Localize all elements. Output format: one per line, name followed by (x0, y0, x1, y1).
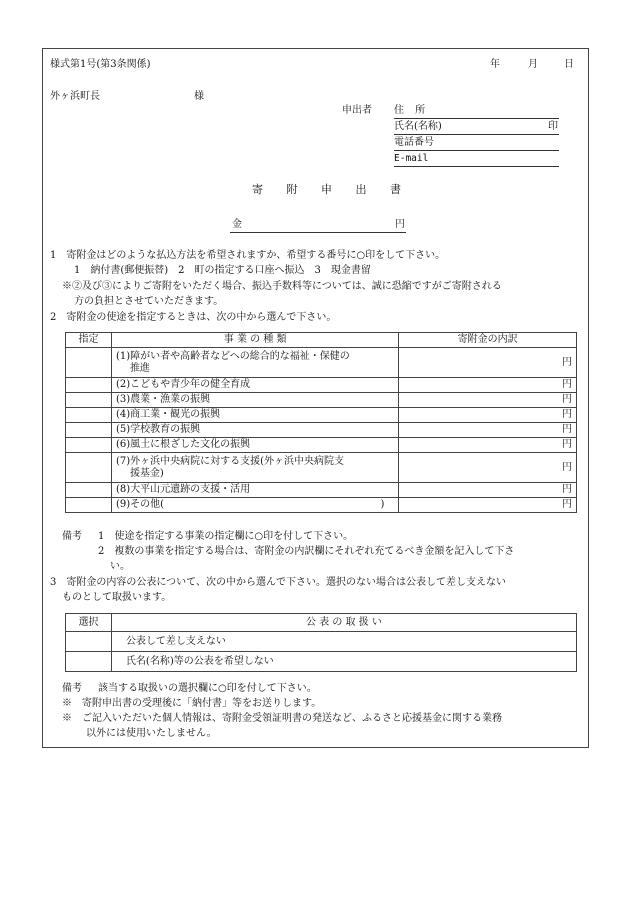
disclosure-header-select: 選択 (66, 614, 112, 632)
disclosure-table (65, 613, 577, 672)
table-row (66, 348, 577, 378)
section1-note-line2: 方の負担とさせていただきます。 (74, 296, 224, 307)
amount-cell-8[interactable]: 円 (399, 483, 577, 498)
email-field[interactable] (394, 166, 559, 167)
select-cell-2[interactable] (66, 378, 112, 393)
section3-remarks-label: 備考 (62, 683, 82, 694)
table-row (66, 498, 577, 513)
select-cell-9[interactable] (66, 498, 112, 513)
section1-note-line1: ※②及び③によりご寄附をいただく場合、振込手数料等については、誠に恐縮ですがご寄附される (62, 281, 502, 292)
form-number: 様式第1号(第3条関係) (50, 59, 151, 70)
project-cell-7: (7)外ヶ浜中央病院に対する支援(外ヶ浜中央病院支 援基金) (111, 453, 398, 483)
name-label: 氏名(名称) (394, 121, 442, 132)
project-cell-5: (5)学校教育の振興 (111, 423, 398, 438)
date-year-label: 年 (490, 59, 500, 70)
usage-header-breakdown: 寄附金の内訳 (399, 333, 577, 348)
usage-header-select: 指定 (66, 333, 112, 348)
section3-note1: ※ 寄附申出書の受理後に「納付書」等をお送りします。 (62, 698, 322, 709)
seal-mark: 印 (548, 121, 558, 132)
usage-header-project: 事 業 の 種 類 (111, 333, 398, 348)
date-day-label: 日 (564, 59, 574, 70)
amount-cell-4[interactable]: 円 (399, 408, 577, 423)
amount-cell-5[interactable]: 円 (399, 423, 577, 438)
amount-cell-7[interactable]: 円 (399, 453, 577, 483)
disclosure-select-cell-1[interactable] (66, 632, 112, 652)
section3-heading-line1: 3 寄附金の内容の公表について、次の中から選んで下さい。選択のない場合は公表して差し支えない (50, 577, 506, 588)
table-row (66, 652, 577, 672)
applicant-label: 申出者 (342, 105, 372, 116)
section1-options: 1 納付書(郵便振替) 2 町の指定する口座へ振込 3 現金書留 (74, 265, 371, 276)
select-cell-8[interactable] (66, 483, 112, 498)
amount-cell-9[interactable]: 円 (399, 498, 577, 513)
project-cell-4: (4)商工業・観光の振興 (111, 408, 398, 423)
addressee-name: 外ヶ浜町長 (50, 91, 100, 102)
disclosure-option-allow: 公表して差し支えない (111, 632, 576, 652)
disclosure-header-handling: 公 表 の 取 扱 い (111, 614, 576, 632)
section3-note2-line2: 以外には使用いたしません。 (86, 728, 217, 739)
phone-label: 電話番号 (394, 137, 434, 148)
project-cell-6: (6)風土に根ざした文化の振興 (111, 438, 398, 453)
select-cell-6[interactable] (66, 438, 112, 453)
project-cell-1: (1)障がい者や高齢者などへの総合的な福祉・保健の 推進 (111, 348, 398, 378)
disclosure-option-withhold: 氏名(名称)等の公表を希望しない (111, 652, 576, 672)
phone-field[interactable] (394, 150, 559, 151)
section2-remark2-line2: い。 (110, 561, 130, 572)
project-cell-9: (9)その他( ) (111, 498, 398, 513)
email-label: E-mail (394, 153, 429, 164)
select-cell-5[interactable] (66, 423, 112, 438)
project-cell-2: (2)こどもや青少年の健全育成 (111, 378, 398, 393)
amount-prefix: 金 (232, 219, 242, 230)
section3-heading-line2: ものとして取扱います。 (62, 592, 172, 603)
section1-heading: 1 寄附金はどのような払込方法を希望されますか、希望する番号に○印をして下さい。 (50, 250, 446, 261)
amount-cell-2[interactable]: 円 (399, 378, 577, 393)
select-cell-1[interactable] (66, 348, 112, 378)
table-row (66, 632, 577, 652)
table-row (66, 378, 577, 393)
select-cell-4[interactable] (66, 408, 112, 423)
table-row (66, 453, 577, 483)
amount-suffix: 円 (395, 219, 405, 230)
amount-cell-1[interactable]: 円 (399, 348, 577, 378)
date-month-label: 月 (528, 59, 538, 70)
project-cell-3: (3)農業・漁業の振興 (111, 393, 398, 408)
disclosure-select-cell-2[interactable] (66, 652, 112, 672)
amount-cell-3[interactable]: 円 (399, 393, 577, 408)
address-label: 住 所 (394, 105, 430, 116)
section3-remark: 該当する取扱いの選択欄に○印を付して下さい。 (98, 683, 317, 694)
amount-field[interactable] (230, 232, 406, 233)
section2-remarks-label: 備考 (62, 531, 82, 542)
table-row (66, 408, 577, 423)
section2-remark1: 1 使途を指定する事業の指定欄に○印を付して下さい。 (98, 531, 354, 542)
address-field[interactable] (394, 118, 559, 119)
document-title: 寄 附 申 出 書 (252, 183, 411, 196)
table-row (66, 393, 577, 408)
amount-cell-6[interactable]: 円 (399, 438, 577, 453)
table-row (66, 438, 577, 453)
name-field[interactable] (394, 134, 559, 135)
section3-note2-line1: ※ ご記入いただいた個人情報は、寄附金受領証明書の発送など、ふるさと応援基金に関する業務 (62, 713, 502, 724)
table-row (66, 423, 577, 438)
addressee-honorific: 様 (194, 91, 204, 102)
section2-heading: 2 寄附金の使途を指定するときは、次の中から選んで下さい。 (50, 312, 337, 323)
select-cell-7[interactable] (66, 453, 112, 483)
select-cell-3[interactable] (66, 393, 112, 408)
usage-table (65, 332, 577, 513)
section2-remark2-line1: 2 複数の事業を指定する場合は、寄附金の内訳欄にそれぞれ充てるべき金額を記入して下さ (98, 546, 515, 557)
project-cell-8: (8)大平山元遺跡の支援・活用 (111, 483, 398, 498)
table-row (66, 483, 577, 498)
